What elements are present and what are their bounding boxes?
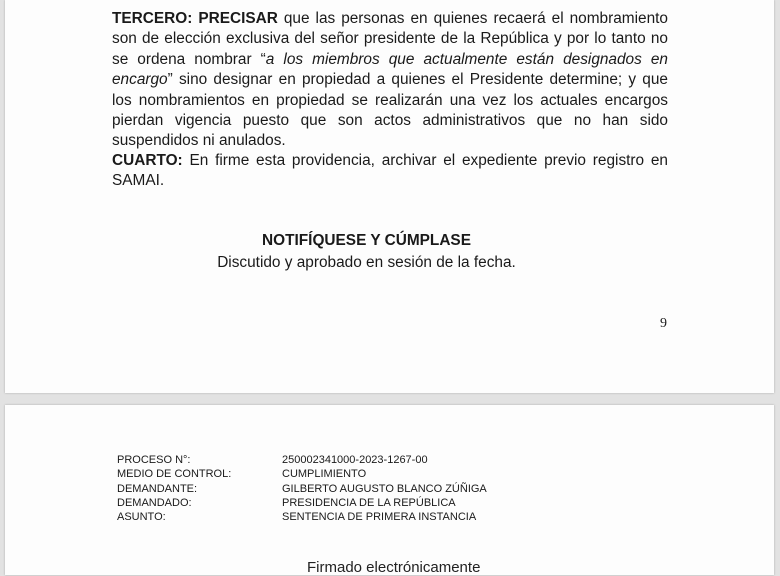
- metadata-values: [282, 453, 487, 524]
- meta-value-proceso: 250002341000-2023-1267-00: [282, 454, 428, 466]
- cuarto-label: CUARTO:: [112, 152, 183, 169]
- cuarto-text: En firme esta providencia, archivar el expediente previo registro en SAMAI.: [112, 152, 668, 190]
- meta-label-asunto: ASUNTO:: [117, 511, 166, 524]
- page-number: 9: [660, 316, 667, 331]
- document-page-10: [5, 405, 774, 575]
- tercero-text-1: que las personas en quienes recaerá el nombramiento son de elección exclusiva del señor presidente de la República y por lo tanto no se ordena nombrar “: [112, 10, 668, 68]
- meta-value-demandado: PRESIDENCIA DE LA REPÚBLICA: [282, 496, 456, 509]
- tercero-text-2: ” sino designar en propiedad a quienes el Presidente determine; y que los nombramientos en propiedad se realizarán una vez los actuales encargos pierdan vigencia puesto que son actos administrativos que no han sido suspendidos ni anulados.: [112, 71, 668, 150]
- meta-value-asunto: SENTENCIA DE PRIMERA INSTANCIA: [282, 511, 477, 524]
- meta-value-medio-control: CUMPLIMIENTO: [282, 468, 367, 481]
- meta-label-demandado: DEMANDADO:: [117, 496, 192, 509]
- signature-note-cut: Firmado electrónicamente: [307, 559, 481, 576]
- notification-subtitle: Discutido y aprobado en sesión de la fecha.: [217, 254, 516, 271]
- tercero-label: TERCERO: PRECISAR: [112, 10, 278, 27]
- meta-label-medio-control: MEDIO DE CONTROL:: [117, 468, 232, 481]
- document-page-9: [5, 0, 774, 393]
- meta-value-demandante: GILBERTO AUGUSTO BLANCO ZÚÑIGA: [282, 482, 487, 495]
- paragraph-cuarto: [112, 151, 668, 192]
- metadata-labels: [117, 453, 231, 524]
- tercero-quote: a los miembros que actualmente están designados en encargo: [112, 50, 668, 89]
- notification-title: NOTIFÍQUESE Y CÚMPLASE: [262, 232, 471, 249]
- meta-label-proceso: PROCESO N°:: [117, 454, 191, 466]
- meta-label-demandante: DEMANDANTE:: [117, 482, 198, 495]
- paragraph-tercero: [112, 9, 668, 152]
